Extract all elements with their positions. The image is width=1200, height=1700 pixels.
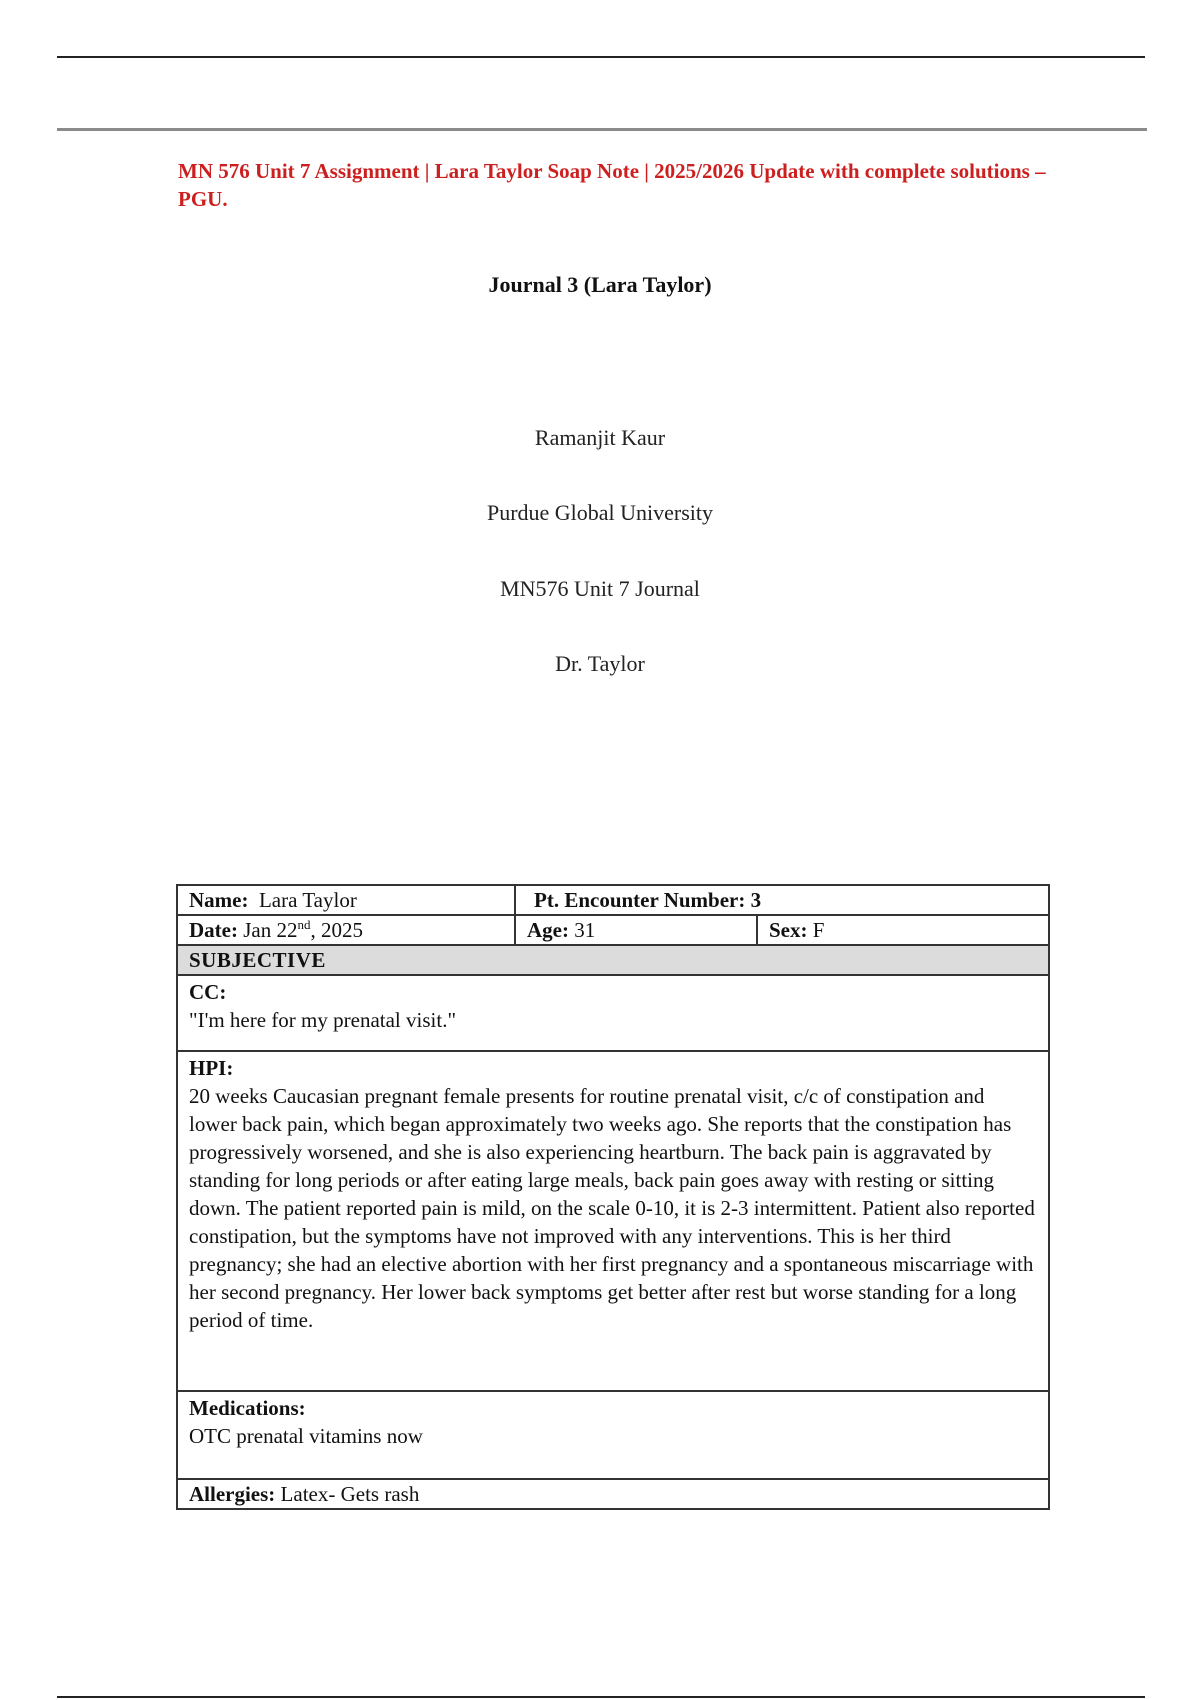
table-row <box>177 945 1049 975</box>
age-cell <box>515 915 757 945</box>
author-name: Ramanjit Kaur <box>534 425 666 450</box>
date-value <box>243 918 363 942</box>
top-rule <box>57 56 1145 58</box>
date-cell <box>177 915 515 945</box>
table-row <box>177 915 1049 945</box>
hpi-cell <box>177 1051 1049 1391</box>
sex-cell <box>757 915 1049 945</box>
date-value-prefix: Jan 22 <box>243 918 298 942</box>
hpi-label: HPI: <box>189 1056 234 1080</box>
sex-value: F <box>812 918 825 942</box>
encounter-value: 3 <box>750 888 762 912</box>
subjective-section-header: SUBJECTIVE <box>177 945 1049 975</box>
institution-name: Purdue Global University <box>486 500 714 525</box>
allergies-cell <box>177 1479 1049 1509</box>
sex-label: Sex: <box>769 918 808 942</box>
instructor-name: Dr. Taylor <box>555 651 645 676</box>
medications-label: Medications: <box>189 1396 306 1420</box>
bottom-rule <box>57 1696 1145 1698</box>
name-label: Name: <box>189 888 249 912</box>
hpi-text: 20 weeks Caucasian pregnant female presents for routine prenatal visit, c/c of constipation and lower back pain, which began approximately two weeks ago. She reports that the constipation has progressively worsened, and she is also experiencing heartburn. The back pain is aggravated by standing for long periods or after eating large meals, back pain goes away with resting or sitting down. The patient reported pain is mild, on the scale 0-10, it is 2-3 intermittent. Patient also reported constipation, but the symptoms have not improved with any interventions. This is her third pregnancy; she had an elective abortion with her first pregnancy and a spontaneous miscarriage with her second pregnancy. Her lower back symptoms get better after rest but worse standing for a long period of time. <box>189 1084 1035 1332</box>
cc-text: "I'm here for my prenatal visit." <box>189 1008 457 1032</box>
journal-heading: Journal 3 (Lara Taylor) <box>488 272 712 297</box>
document-title: MN 576 Unit 7 Assignment | Lara Taylor Soap Note | 2025/2026 Update with complete solutions – PGU. <box>178 159 1046 211</box>
table-row <box>177 1391 1049 1479</box>
table-row <box>177 1051 1049 1391</box>
date-value-suffix: , 2025 <box>310 918 363 942</box>
table-row <box>177 885 1049 915</box>
chief-complaint-cell <box>177 975 1049 1051</box>
allergies-label: Allergies: <box>189 1482 276 1506</box>
cc-label: CC: <box>189 980 227 1004</box>
encounter-label: Pt. Encounter Number: <box>534 888 746 912</box>
age-value: 31 <box>574 918 596 942</box>
name-value: Lara Taylor <box>258 888 357 912</box>
allergies-text: Latex- Gets rash <box>280 1482 420 1506</box>
age-label: Age: <box>527 918 569 942</box>
medications-text: OTC prenatal vitamins now <box>189 1424 423 1448</box>
soap-note-table <box>176 884 1050 1510</box>
course-name: MN576 Unit 7 Journal <box>500 576 700 601</box>
medications-cell <box>177 1391 1049 1479</box>
table-row <box>177 1479 1049 1509</box>
date-value-ordinal: nd <box>297 917 311 932</box>
patient-name-cell <box>177 885 515 915</box>
header-rule <box>57 128 1147 131</box>
encounter-cell <box>515 885 1049 915</box>
table-row <box>177 975 1049 1051</box>
date-label: Date: <box>189 918 238 942</box>
